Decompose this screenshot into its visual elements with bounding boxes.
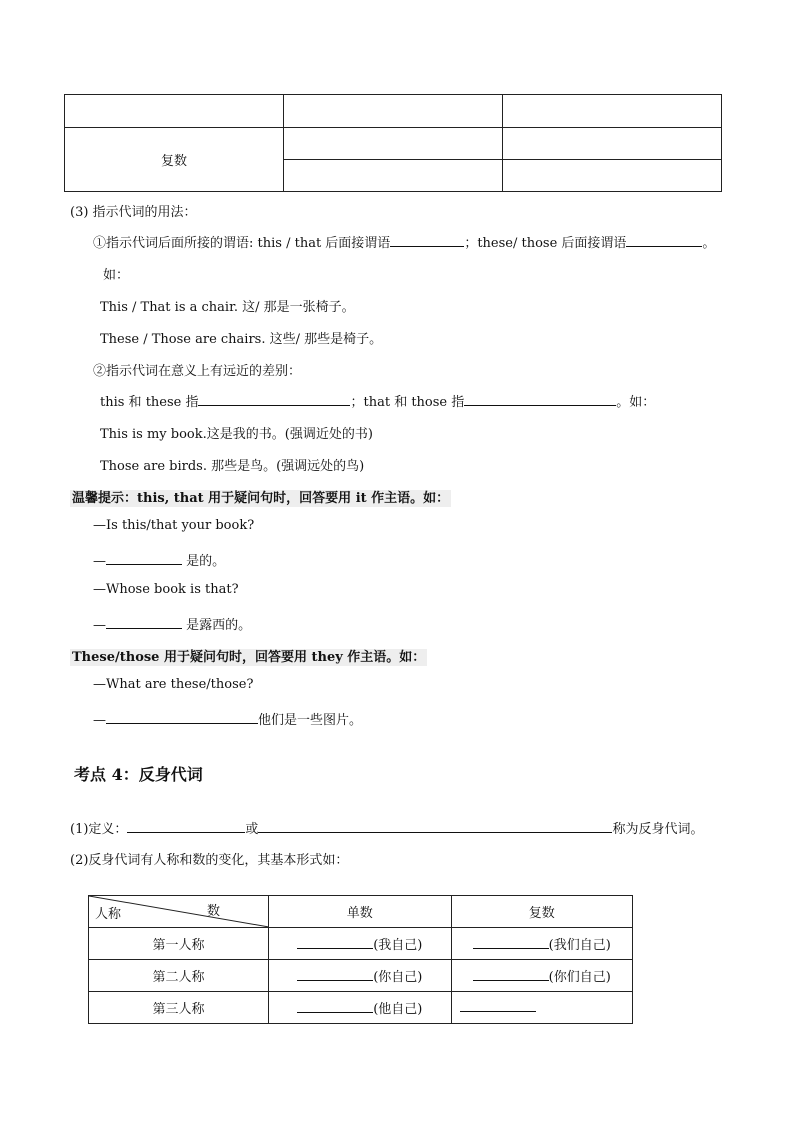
header-plural: 复数 (451, 896, 632, 928)
tip-1-question-1: —Is this/that your book? (93, 518, 255, 533)
plural-cell (451, 960, 632, 992)
rule1-text-b: ；these/ those 后面接谓语 (464, 236, 627, 251)
blank-field[interactable] (106, 552, 182, 565)
near-far-line (100, 391, 655, 410)
tip-1-answer-2 (93, 614, 251, 633)
dash: — (93, 554, 106, 569)
row-person: 第二人称 (89, 960, 269, 992)
blank-field[interactable] (473, 936, 549, 949)
top-table (64, 94, 722, 192)
tip-2-answer-1 (93, 709, 362, 728)
singular-hint: (他自己) (373, 1002, 423, 1017)
plural-cell (451, 992, 632, 1024)
row-person: 第一人称 (89, 928, 269, 960)
plural-label: 复数 (65, 128, 284, 192)
top-table-cell (284, 95, 503, 128)
dash: — (93, 618, 106, 633)
def-prefix: (1)定义： (70, 822, 128, 837)
def-or: 或 (245, 822, 259, 837)
tip-2 (70, 646, 427, 665)
rule1-text-a: 指示代词后面所接的谓语: this / that 后面接谓语 (106, 236, 391, 251)
rule2-line (93, 360, 301, 379)
definition-line (70, 818, 703, 837)
blank-field[interactable] (258, 820, 612, 833)
answer-suffix: 是露西的。 (182, 618, 252, 633)
line-c: 。如： (616, 395, 656, 410)
example-3: This is my book.这是我的书。(强调近处的书) (100, 427, 373, 442)
line-a: this 和 these 指 (100, 395, 199, 410)
blank-field[interactable] (460, 999, 536, 1012)
tip-1-text: 温馨提示：this, that 用于疑问句时，回答要用 it 作主语。如： (72, 491, 450, 506)
top-table-cell (284, 160, 503, 192)
rule1-num: ① (93, 236, 107, 251)
top-table-cell (65, 95, 284, 128)
section4-heading: 考点 4：反身代词 (74, 765, 203, 784)
example-4: Those are birds. 那些是鸟。(强调远处的鸟) (100, 459, 365, 474)
eg-label: 如： (103, 268, 130, 283)
blank-field[interactable] (390, 234, 464, 247)
header-number: 数 (207, 904, 221, 919)
blank-field[interactable] (198, 393, 350, 406)
singular-hint: (我自己) (373, 938, 423, 953)
rule1-line (93, 232, 715, 251)
answer-suffix: 是的。 (182, 554, 226, 569)
section3-title: (3) 指示代词的用法： (70, 205, 197, 220)
tip-1-answer-1 (93, 550, 225, 569)
blank-field[interactable] (464, 393, 616, 406)
singular-cell (269, 960, 451, 992)
top-table-cell (503, 95, 722, 128)
blank-field[interactable] (297, 968, 373, 981)
answer-suffix: 他们是一些图片。 (258, 713, 363, 728)
header-person: 人称 (95, 907, 122, 922)
top-table-cell (284, 128, 503, 160)
singular-hint: (你自己) (373, 970, 423, 985)
plural-hint: (我们自己) (548, 938, 611, 953)
row-person: 第三人称 (89, 992, 269, 1024)
reflexive-table (88, 895, 633, 1024)
forms-line: (2)反身代词有人称和数的变化，其基本形式如： (70, 853, 349, 868)
top-table-cell (503, 128, 722, 160)
def-suffix: 称为反身代词。 (612, 822, 704, 837)
plural-cell (451, 928, 632, 960)
blank-field[interactable] (106, 711, 258, 724)
header-diagonal-cell (89, 896, 269, 928)
blank-field[interactable] (106, 616, 182, 629)
example-1: This / That is a chair. 这/ 那是一张椅子。 (100, 300, 355, 315)
singular-cell (269, 992, 451, 1024)
plural-hint: (你们自己) (548, 970, 611, 985)
dash: — (93, 713, 106, 728)
blank-field[interactable] (297, 1000, 373, 1013)
tip-2-question-1: —What are these/those? (93, 677, 254, 692)
blank-field[interactable] (626, 234, 702, 247)
rule2-text: 指示代词在意义上有远近的差别： (106, 364, 302, 379)
tip-2-text: These/those 用于疑问句时，回答要用 they 作主语。如： (72, 650, 426, 665)
blank-field[interactable] (127, 820, 245, 833)
rule1-text-c: 。 (702, 236, 716, 251)
singular-cell (269, 928, 451, 960)
header-singular: 单数 (269, 896, 451, 928)
rule2-num: ② (93, 364, 107, 379)
example-2: These / Those are chairs. 这些/ 那些是椅子。 (100, 332, 383, 347)
tip-1-question-2: —Whose book is that? (93, 582, 239, 597)
line-b: ；that 和 those 指 (350, 395, 465, 410)
top-table-cell (503, 160, 722, 192)
blank-field[interactable] (473, 968, 549, 981)
tip-1 (70, 487, 451, 506)
blank-field[interactable] (297, 936, 373, 949)
